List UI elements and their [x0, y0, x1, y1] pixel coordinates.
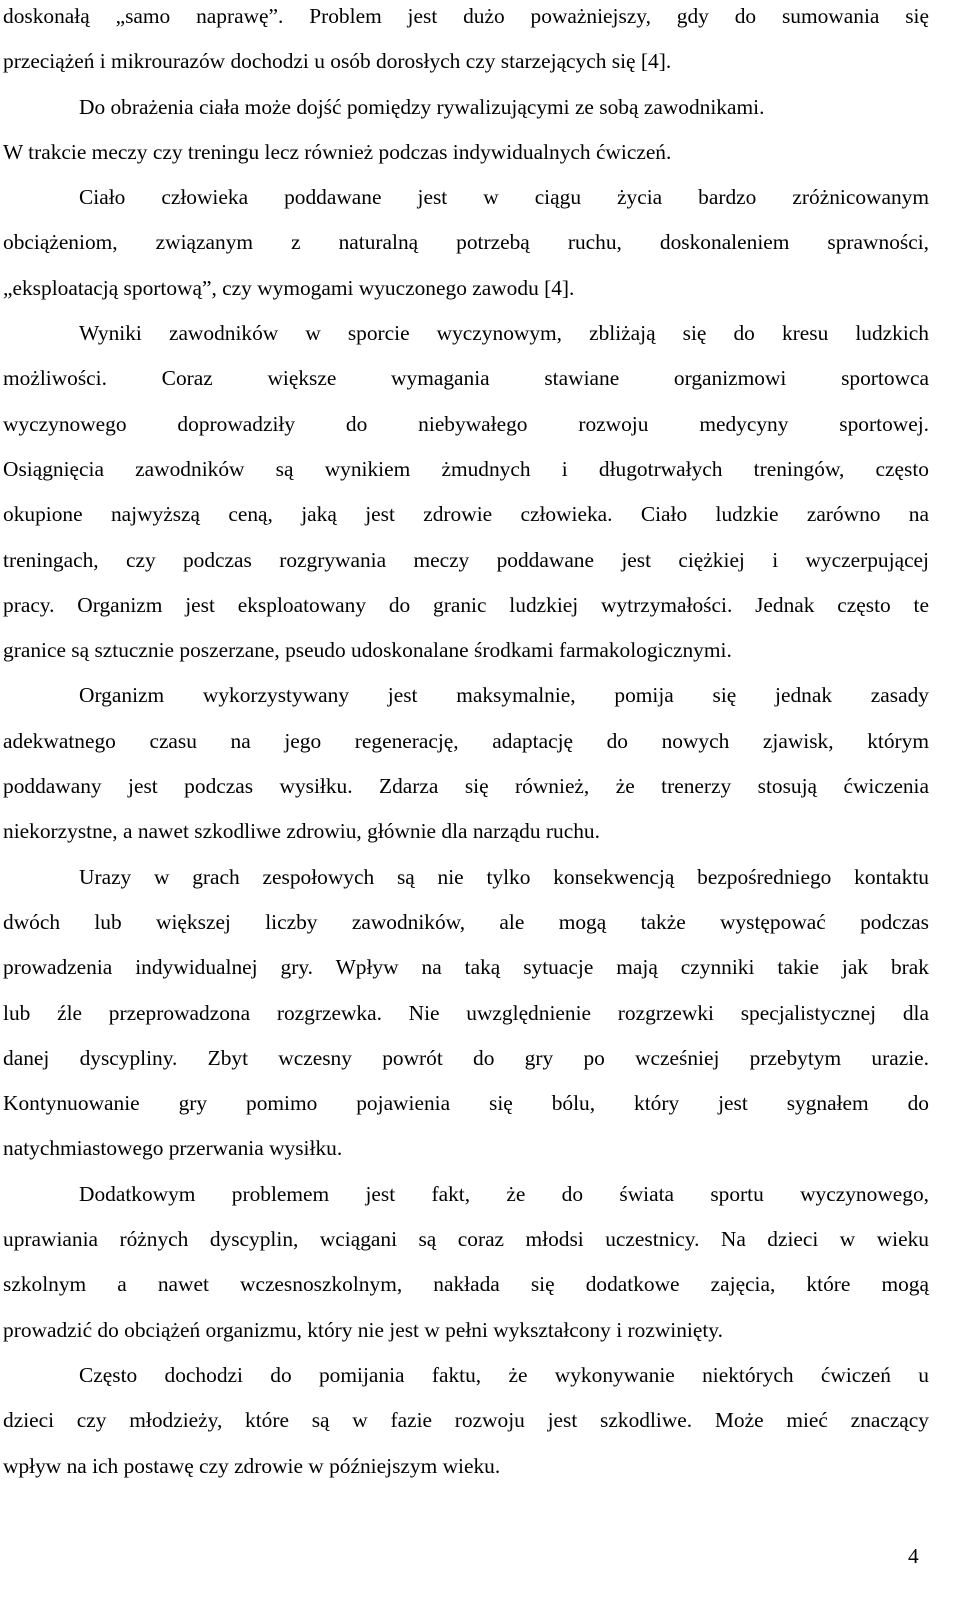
text-line: przeciążeń i mikrourazów dochodzi u osób dorosłych czy starzejących się [4]. — [3, 49, 672, 74]
text-line: uprawiania różnych dyscyplin, wciągani są coraz młodsi uczestnicy. Na dzieci w wieku — [3, 1227, 929, 1252]
text-line: Do obrażenia ciała może dojść pomiędzy rywalizującymi ze sobą zawodnikami. — [79, 94, 765, 119]
text-line: granice są sztucznie poszerzane, pseudo udoskonalane środkami farmakologicznymi. — [3, 638, 732, 663]
paragraph-1 — [3, 0, 929, 85]
text-line: niekorzystne, a nawet szkodliwe zdrowiu, głównie dla narządu ruchu. — [3, 819, 600, 844]
text-line: lub źle przeprowadzona rozgrzewka. Nie uwzględnienie rozgrzewki specjalistycznej dla — [3, 1000, 929, 1025]
text-line: „eksploatacją sportową”, czy wymogami wyuczonego zawodu [4]. — [3, 275, 575, 300]
paragraph-4 — [3, 311, 929, 673]
paragraph-7 — [3, 1172, 929, 1353]
text-line: wpływ na ich postawę czy zdrowie w późniejszym wieku. — [3, 1453, 501, 1478]
paragraph-5 — [3, 673, 929, 854]
page-number: 4 — [908, 1544, 919, 1568]
text-line: szkolnym a nawet wczesnoszkolnym, nakłada się dodatkowe zajęcia, które mogą — [3, 1272, 929, 1297]
text-line: treningach, czy podczas rozgrywania meczy poddawane jest ciężkiej i wyczerpującej — [3, 547, 929, 572]
paragraph-3 — [3, 175, 929, 311]
text-line: poddawany jest podczas wysiłku. Zdarza się również, że trenerzy stosują ćwiczenia — [3, 774, 929, 799]
text-line: możliwości. Coraz większe wymagania stawiane organizmowi sportowca — [3, 366, 929, 391]
text-line: Ciało człowieka poddawane jest w ciągu życia bardzo zróżnicowanym — [79, 185, 929, 210]
text-line: danej dyscypliny. Zbyt wczesny powrót do gry po wcześniej przebytym urazie. — [3, 1045, 929, 1070]
text-line: Wyniki zawodników w sporcie wyczynowym, zbliżają się do kresu ludzkich — [79, 321, 929, 346]
text-line: W trakcie meczy czy treningu lecz również podczas indywidualnych ćwiczeń. — [3, 139, 672, 164]
text-line: prowadzenia indywidualnej gry. Wpływ na taką sytuacje mają czynniki takie jak brak — [3, 955, 929, 980]
text-line: Często dochodzi do pomijania faktu, że wykonywanie niektórych ćwiczeń u — [79, 1362, 929, 1387]
paragraph-2 — [3, 85, 929, 176]
text-line: prowadzić do obciążeń organizmu, który nie jest w pełni wykształcony i rozwinięty. — [3, 1317, 723, 1342]
text-line: pracy. Organizm jest eksploatowany do granic ludzkiej wytrzymałości. Jednak często te — [3, 592, 929, 617]
text-line: natychmiastowego przerwania wysiłku. — [3, 1136, 343, 1161]
text-line: Dodatkowym problemem jest fakt, że do świata sportu wyczynowego, — [79, 1181, 929, 1206]
text-line: obciążeniom, związanym z naturalną potrzebą ruchu, doskonaleniem sprawności, — [3, 230, 929, 255]
text-line: Osiągnięcia zawodników są wynikiem żmudnych i długotrwałych treningów, często — [3, 456, 929, 481]
text-line: Urazy w grach zespołowych są nie tylko konsekwencją bezpośredniego kontaktu — [79, 864, 929, 889]
paragraph-6 — [3, 855, 929, 1172]
text-line: okupione najwyższą ceną, jaką jest zdrowie człowieka. Ciało ludzkie zarówno na — [3, 502, 929, 527]
paragraph-8 — [3, 1353, 929, 1489]
text-line: doskonałą „samo naprawę”. Problem jest dużo poważniejszy, gdy do sumowania się — [3, 4, 929, 28]
text-line: dzieci czy młodzieży, które są w fazie rozwoju jest szkodliwe. Może mieć znaczący — [3, 1408, 929, 1433]
text-line: Organizm wykorzystywany jest maksymalnie, pomija się jednak zasady — [79, 683, 929, 708]
text-line: adekwatnego czasu na jego regenerację, adaptację do nowych zjawisk, którym — [3, 728, 929, 753]
text-line: wyczynowego doprowadziły do niebywałego rozwoju medycyny sportowej. — [3, 411, 929, 436]
text-line: Kontynuowanie gry pomimo pojawienia się bólu, który jest sygnałem do — [3, 1091, 929, 1116]
document-page — [3, 0, 929, 1489]
text-line: dwóch lub większej liczby zawodników, ale mogą także występować podczas — [3, 909, 929, 934]
